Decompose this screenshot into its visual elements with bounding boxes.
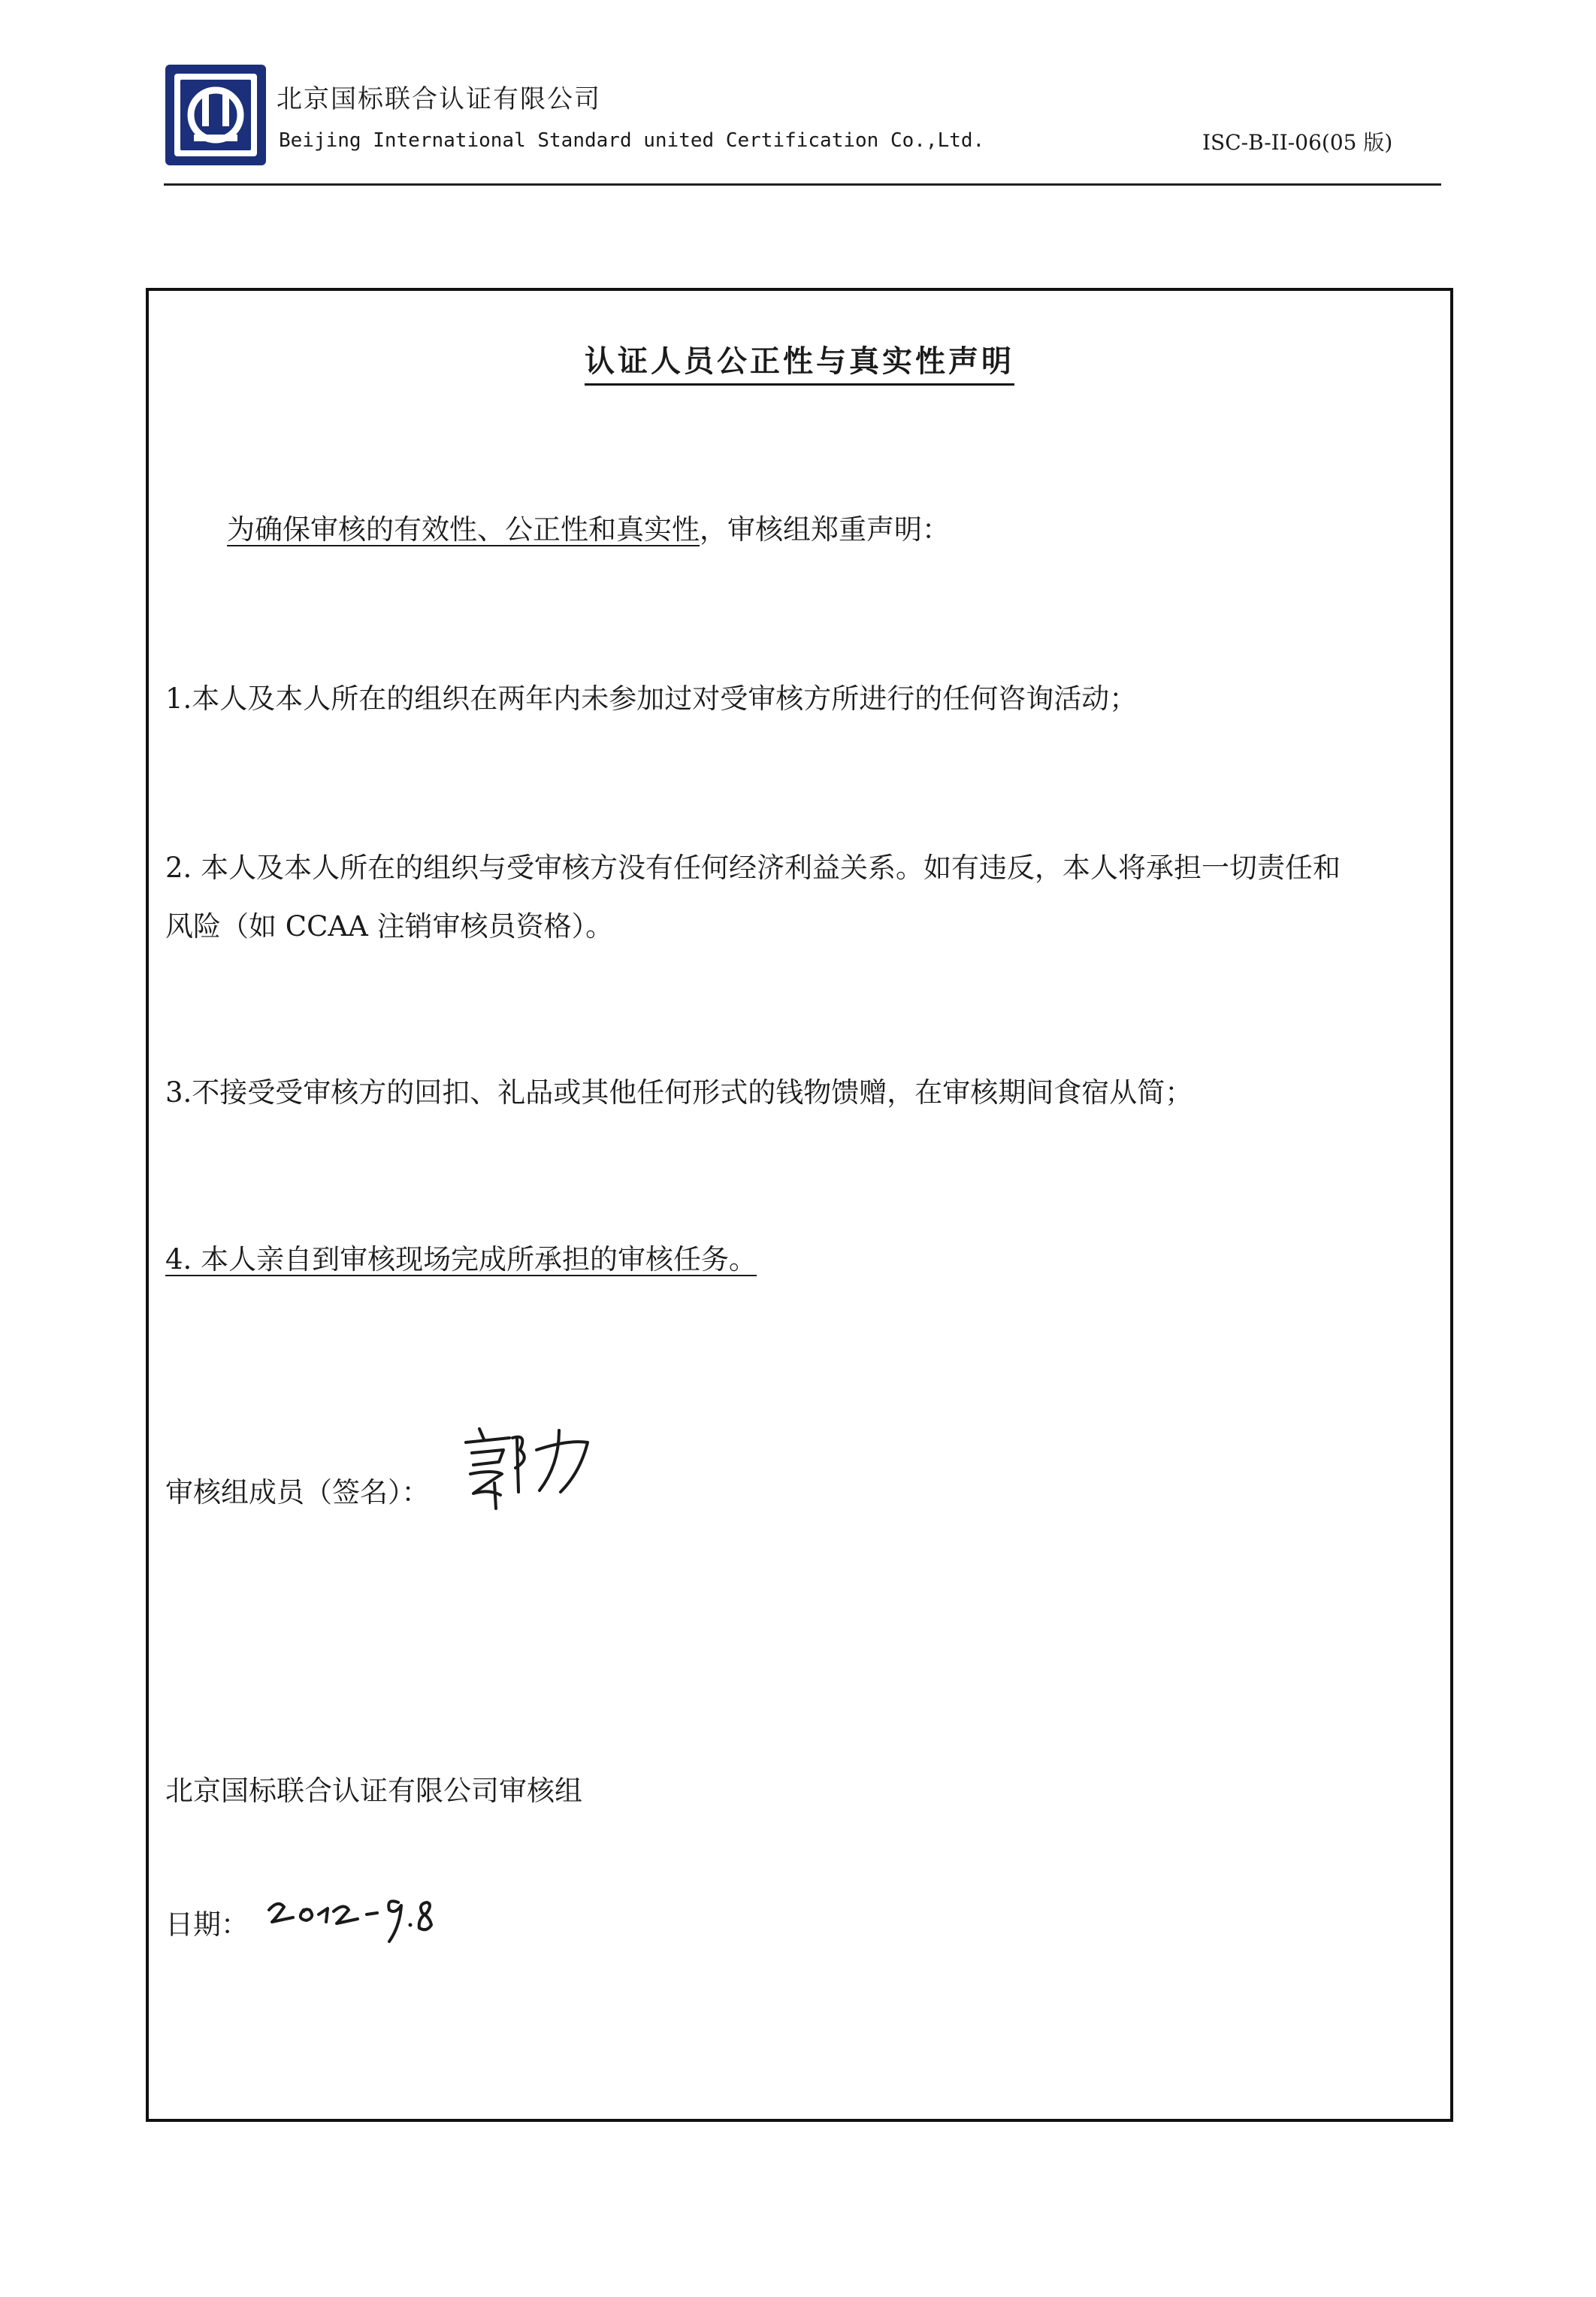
form-title-text: 认证人员公正性与真实性声明 xyxy=(585,344,1014,386)
intro-rest-text: ，审核组郑重声明： xyxy=(700,513,950,546)
declaration-item-2-line-2: 风险（如 CCAA 注销审核员资格）。 xyxy=(165,910,614,943)
declaration-item-3: 3.不接受受审核方的回扣、礼品或其他任何形式的钱物馈赠，在审核期间食宿从简； xyxy=(165,1076,1193,1109)
declaration-item-1: 1.本人及本人所在的组织在两年内未参加过对受审核方所进行的任何咨询活动； xyxy=(165,682,1138,715)
document-header xyxy=(164,63,1441,191)
member-signature xyxy=(455,1420,613,1510)
company-name-cn: 北京国标联合认证有限公司 xyxy=(277,84,601,114)
audit-team-name: 北京国标联合认证有限公司审核组 xyxy=(165,1775,582,1807)
document-code: ISC-B-II-06(05 版) xyxy=(1202,130,1393,155)
declaration-form xyxy=(146,288,1453,2122)
company-logo-icon xyxy=(164,63,268,167)
header-divider xyxy=(164,183,1441,186)
intro-underlined-text: 为确保审核的有效性、公正性和真实性 xyxy=(227,513,700,546)
declaration-item-4: 4. 本人亲自到审核现场完成所承担的审核任务。 xyxy=(165,1243,757,1276)
form-title xyxy=(149,337,1450,380)
declaration-item-2-line-1: 2. 本人及本人所在的组织与受审核方没有任何经济利益关系。如有违反，本人将承担一切责任和 xyxy=(165,852,1341,884)
handwritten-date xyxy=(266,1877,491,1944)
date-label: 日期： xyxy=(165,1908,249,1941)
intro-statement xyxy=(227,507,950,547)
company-name-en: Beijing International Standard united Certification Co.,Ltd. xyxy=(279,129,985,152)
member-signature-label: 审核组成员（签名）： xyxy=(165,1476,430,1509)
